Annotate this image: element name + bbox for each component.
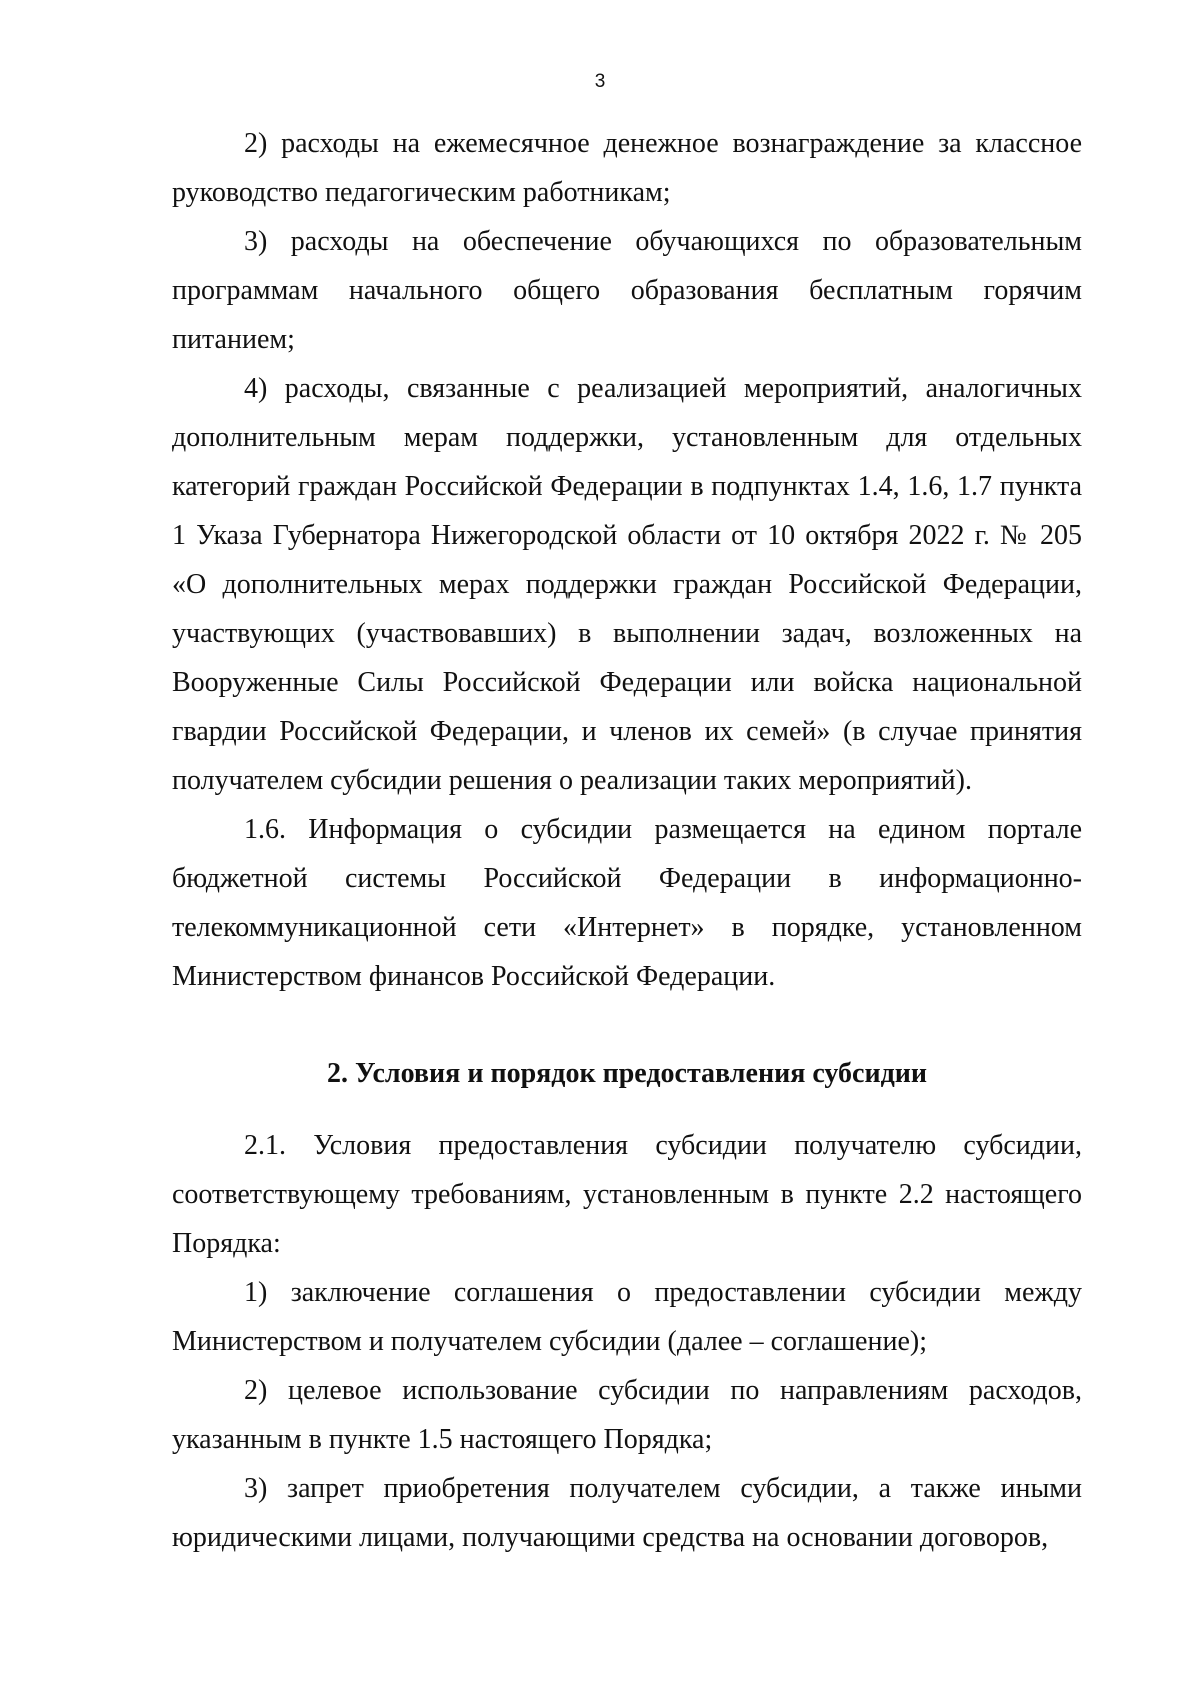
section-heading: 2. Условия и порядок предоставления субсидии [326, 1058, 928, 1089]
paragraph-expense-class-guidance: 2) расходы на ежемесячное денежное вознаграждение за классное руководство педагогическим работникам; [172, 128, 1082, 208]
section-spacer [172, 1001, 1082, 1049]
document-body [172, 119, 1082, 1562]
paragraph-condition-agreement: 1) заключение соглашения о предоставлении субсидии между Министерством и получателем субсидии (далее – соглашение); [172, 1277, 1082, 1357]
paragraph-conditions-intro: 2.1. Условия предоставления субсидии получателю субсидии, соответствующему требованиям, установленным в пункте 2.2 настоящего Порядка: [172, 1130, 1082, 1259]
paragraph-subsidy-information: 1.6. Информация о субсидии размещается на едином портале бюджетной системы Российской Федерации в информационно-телекоммуникационной сети «Интернет» в порядке, установленном Министерством финансов Российской Федерации. [172, 814, 1082, 992]
page-number: 3 [594, 71, 606, 92]
paragraph-condition-purchase-ban: 3) запрет приобретения получателем субсидии, а также иными юридическими лицами, получающими средства на основании договоров, [172, 1473, 1082, 1553]
paragraph-expense-support-measures: 4) расходы, связанные с реализацией мероприятий, аналогичных дополнительным мерам поддержки, установленным для отдельных категорий граждан Российской Федерации в подпунктах 1.4, 1.6, 1.7 пункта 1 Указа Губернатора Нижегородской области от 10 октября 2022 г. № 205 «О дополнительных мерах поддержки граждан Российской Федерации, участвующих (участвовавших) в выполнении задач, возложенных на Вооруженные Силы Российской Федерации или войска национальной гвардии Российской Федерации, и членов их семей» (в случае принятия получателем субсидии решения о реализации таких мероприятий). [172, 373, 1082, 796]
paragraph-expense-hot-meals: 3) расходы на обеспечение обучающихся по образовательным программам начального общего образования бесплатным горячим питанием; [172, 226, 1082, 355]
paragraph-condition-target-use: 2) целевое использование субсидии по направлениям расходов, указанным в пункте 1.5 настоящего Порядка; [172, 1375, 1082, 1455]
